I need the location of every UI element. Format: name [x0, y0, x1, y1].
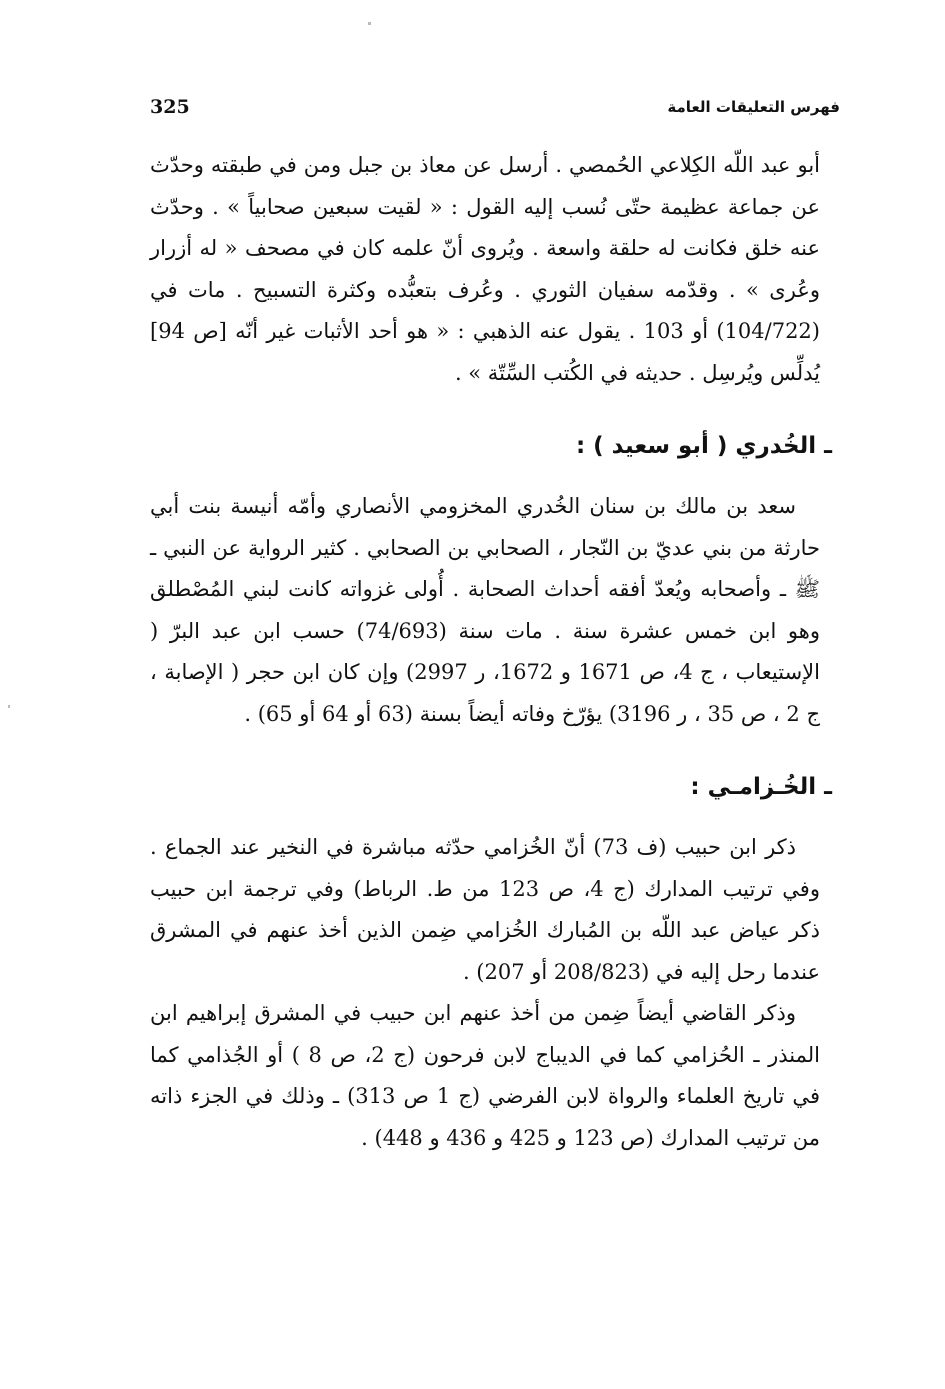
intro-paragraph: أبو عبد اللّه الكِلاعي الحُمصي . أرسل عن معاذ بن جبل ومن في طبقته وحدّث عن جماعة عظيمة حتّى نُسب إليه القول : « لقيت سبعين صحابياً » . وحدّث عنه خلق فكانت له حلقة واسعة . ويُروى أنّ علمه كان في مصحف « له أزرار وعُرى » . وقدّمه سفيان الثوري . وعُرف بتعبُّده وكثرة التسبيح . مات في (104/722) أو 103 . يقول عنه الذهبي : « هو أحد الأثبات غير أنّه [ص 94] يُدلِّس ويُرسِل . حديثه في الكُتب السِّتّة » .	[150, 153, 820, 385]
entry-heading-khudri: ـ الخُدري ( أبو سعيد ) :	[575, 433, 832, 459]
entry-paragraph-khuzami-2: وذكر القاضي أيضاً ضِمن من أخذ عنهم ابن حبيب في المشرق إبراهيم ابن المنذر ـ الحُزامي كما في الديباج لابن فرحون (ج 2، ص 8 ) أو الجُذامي كما في تاريخ العلماء والرواة لابن الفرضي (ج 1 ص 313) ـ وذلك في الجزء ذاته من ترتيب المدارك (ص 123 و 425 و 436 و 448) .	[150, 1001, 820, 1150]
entry-heading-khuzami: ـ الخُـزامـي :	[690, 774, 832, 800]
scan-speck	[8, 705, 10, 708]
running-title: فهرس التعليقات العامة	[667, 98, 840, 116]
page-header	[150, 96, 840, 128]
entry-paragraph-khuzami-1: ذكر ابن حبيب (ف 73) أنّ الخُزامي حدّثه مباشرة في النخير عند الجماع . وفي ترتيب المدارك (ج 4، ص 123 من ط. الرباط) وفي ترجمة ابن حبيب ذكر عياض عبد اللّه بن المُبارك الخُزامي ضِمن الذين أخذ عنهم في المشرق عندما رحل إليه في (208/823 أو 207) .	[150, 835, 820, 984]
entry-paragraph-khudri: سعد بن مالك بن سنان الخُدري المخزومي الأنصاري وأمّه أنيسة بنت أبي حارثة من بني عديّ بن النّجار ، الصحابي بن الصحابي . كثير الرواية عن النبي ـ ﷺ ـ وأصحابه ويُعدّ أفقه أحداث الصحابة . أُولى غزواته كانت لبني المُصْطلق وهو ابن خمس عشرة سنة . مات سنة (74/693) حسب ابن عبد البرّ ( الإستيعاب ، ج 4، ص 1671 و 1672، ر 2997) وإن كان ابن حجر ( الإصابة ، ج 2 ، ص 35 ، ر 3196) يؤرّخ وفاته أيضاً بسنة (63 أو 64 أو 65) .	[150, 494, 820, 726]
scan-speck	[368, 22, 371, 25]
page-number: 325	[150, 96, 190, 118]
page-body	[150, 145, 832, 1159]
